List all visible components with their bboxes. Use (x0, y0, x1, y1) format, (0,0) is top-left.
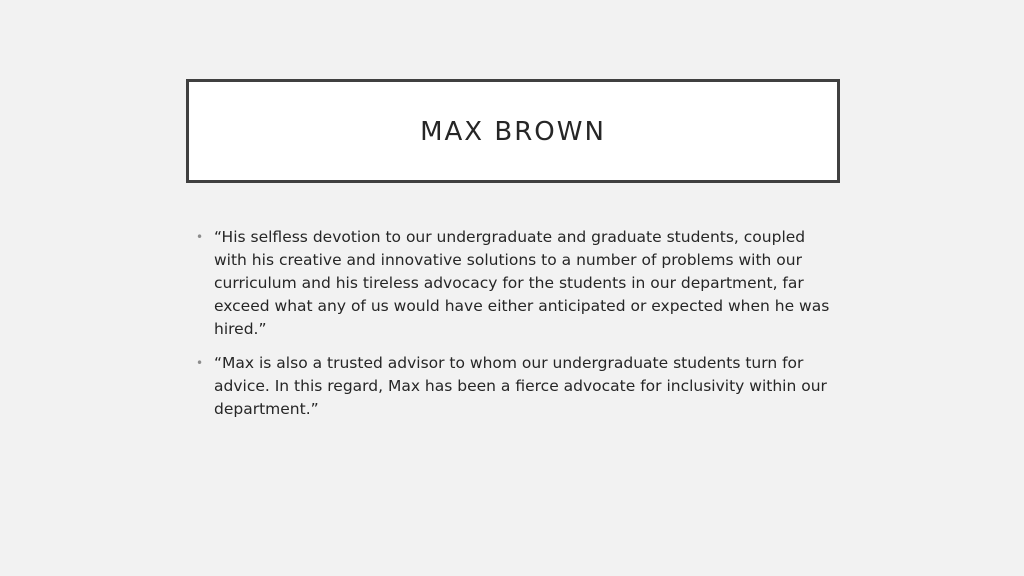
bullet-list (196, 226, 836, 432)
bullet-text: “His selfless devotion to our undergraduate and graduate students, coupled with his creative and innovative solutions to a number of problems with our curriculum and his tireless advocacy for the students in our department, far exceed what any of us would have either anticipated or expected when he was hired.” (214, 228, 830, 338)
bullet-item (196, 226, 836, 341)
bullet-dot-icon: • (196, 356, 204, 370)
bullet-item (196, 352, 836, 421)
title-box (186, 79, 840, 183)
bullet-text: “Max is also a trusted advisor to whom our undergraduate students turn for advice. In this regard, Max has been a fierce advocate for inclusivity within our department.” (214, 354, 827, 418)
bullet-dot-icon: • (196, 230, 204, 244)
slide-title: MAX BROWN (420, 117, 606, 147)
